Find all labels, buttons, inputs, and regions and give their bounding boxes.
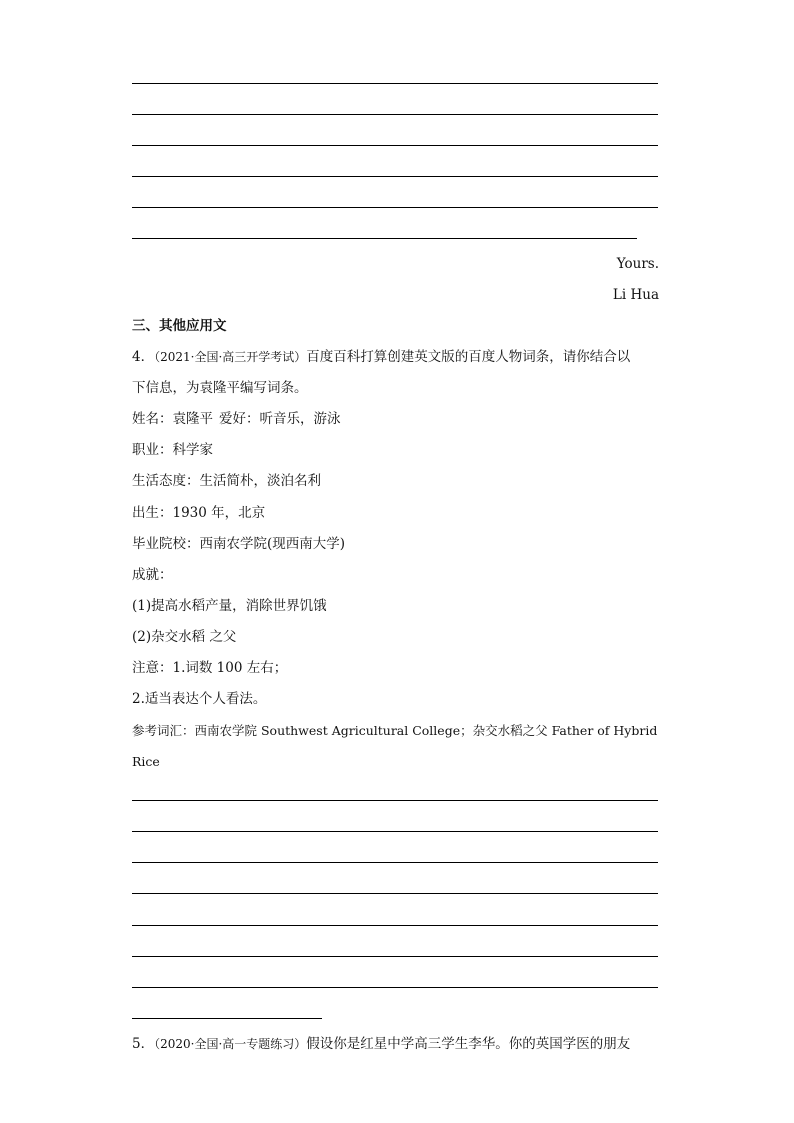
info-achievement-label: 成就： [132, 567, 173, 583]
letter-signoff: Yours. [616, 256, 659, 272]
answer-line [132, 862, 658, 863]
note-line-2: 2.适当表达个人看法。 [132, 691, 267, 707]
info-job: 职业：科学家 [132, 442, 213, 458]
info-name: 姓名：袁隆平 [132, 411, 213, 427]
info-achievement-1: (1)提高水稻产量，消除世界饥饿 [132, 598, 327, 614]
question-4-line-1 [132, 348, 630, 366]
info-achievement-2: (2)杂交水稻 之父 [132, 629, 237, 645]
note-line-1: 注意：1.词数 100 左右； [132, 660, 288, 676]
answer-line [132, 207, 658, 208]
vocab-line-2: Rice [132, 754, 160, 769]
answer-line [132, 987, 658, 988]
question-4-line-2: 下信息，为袁隆平编写词条。 [132, 380, 308, 396]
question-source: （2021·全国·高三开学考试） [154, 350, 307, 364]
vocab-line-1: 参考词汇：西南农学院 Southwest Agricultural College；杂交水稻之父 Father of Hybrid [132, 723, 658, 738]
answer-line [132, 176, 658, 177]
answer-line [132, 83, 658, 84]
answer-line [132, 114, 658, 115]
answer-line [132, 145, 658, 146]
answer-line [132, 956, 658, 957]
answer-line [132, 800, 658, 801]
answer-line [132, 831, 658, 832]
answer-line [132, 893, 658, 894]
info-name-hobby [132, 410, 341, 428]
question-number: 4． [132, 349, 155, 365]
letter-signature: Li Hua [612, 287, 659, 303]
section-heading: 三、其他应用文 [132, 318, 227, 334]
question-source: （2020·全国·高一专题练习） [154, 1037, 307, 1051]
question-prompt: 假设你是红星中学高三学生李华。你的英国学医的朋友 [306, 1036, 631, 1052]
info-attitude: 生活态度：生活简朴，淡泊名利 [132, 473, 321, 489]
answer-line [132, 238, 637, 239]
info-hobby: 爱好：听音乐，游泳 [219, 411, 341, 427]
info-school: 毕业院校：西南农学院(现西南大学) [132, 536, 346, 552]
question-number: 5． [132, 1036, 155, 1052]
answer-line [132, 925, 658, 926]
answer-line [132, 1018, 322, 1019]
info-birth: 出生：1930 年，北京 [132, 505, 266, 521]
question-prompt: 百度百科打算创建英文版的百度人物词条，请你结合以 [306, 349, 631, 365]
question-5-line-1 [132, 1035, 630, 1053]
